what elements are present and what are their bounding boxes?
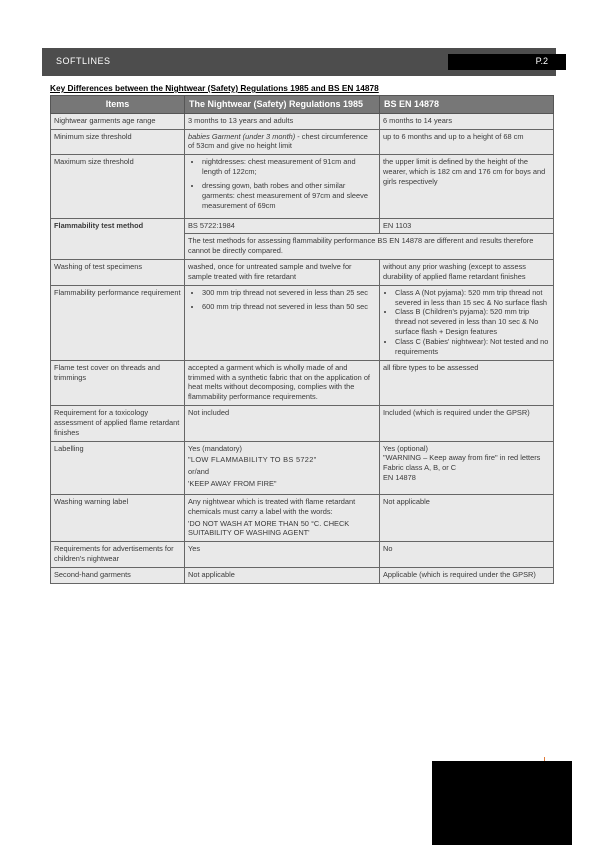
row-bs-value bbox=[380, 441, 554, 494]
row-reg-value bbox=[185, 441, 380, 494]
header-items: Items bbox=[51, 96, 185, 114]
comparison-table bbox=[50, 95, 554, 584]
table-row bbox=[51, 542, 554, 568]
row-item: Requirement for a toxicology assessment of applied flame retardant finishes bbox=[51, 406, 185, 442]
reg-line: 'DO NOT WASH AT MORE THAN 50 °C. CHECK SUITABILITY OF WASHING AGENT' bbox=[188, 518, 350, 538]
list-item: • 600 mm trip thread not severed in less than 50 sec bbox=[202, 302, 376, 312]
row-bs-value: without any prior washing (except to assess durability of applied flame retardant finishes bbox=[380, 260, 554, 286]
header-brand: SOFTLINES bbox=[56, 56, 111, 66]
list-item: • dressing gown, bath robes and other similar garments: chest measurement of 97cm and sleeve measurement of 69cm bbox=[202, 181, 376, 211]
row-bs-value: up to 6 months and up to a height of 68 cm bbox=[380, 129, 554, 155]
reg-text: - chest circumference of 53cm and give no height limit bbox=[188, 131, 368, 151]
row-item: Flame test cover on threads and trimmings bbox=[51, 360, 185, 405]
table-header-row bbox=[51, 96, 554, 114]
bs-line: EN 14878 bbox=[383, 473, 416, 483]
page-header bbox=[42, 48, 556, 76]
reg-line: Any nightwear which is treated with flame retardant chemicals must carry a label with the words: bbox=[188, 496, 356, 516]
row-item: Washing warning label bbox=[51, 494, 185, 541]
row-bs-value: 6 months to 14 years bbox=[380, 113, 554, 129]
list-item: • Class C (Babies' nightwear): Not tested and no requirements bbox=[395, 337, 550, 357]
reg-italic-text: babies Garment (under 3 month) bbox=[188, 131, 296, 141]
row-bs-value: No bbox=[380, 542, 554, 568]
row-bs-value: Applicable (which is required under the GPSR) bbox=[380, 568, 554, 584]
row-bs-value: all fibre types to be assessed bbox=[380, 360, 554, 405]
row-item: Nightwear garments age range bbox=[51, 113, 185, 129]
row-reg-value: washed, once for untreated sample and twelve for sample treated with fire retardant bbox=[185, 260, 380, 286]
row-bs-value: Included (which is required under the GPSR) bbox=[380, 406, 554, 442]
header-bs-en-14878: BS EN 14878 bbox=[380, 96, 554, 114]
row-note: The test methods for assessing flammability performance BS EN 14878 are different and results therefore cannot be directly compared. bbox=[185, 234, 554, 260]
row-reg-value: Not applicable bbox=[185, 568, 380, 584]
reg-line: 'KEEP AWAY FROM FIRE" bbox=[188, 479, 277, 489]
reg-line: Yes (mandatory) bbox=[188, 443, 242, 453]
row-bs-value bbox=[380, 285, 554, 360]
row-item: Requirements for advertisements for children's nightwear bbox=[51, 542, 185, 568]
list-item: • Class A (Not pyjama): 520 mm trip thread not severed in less than 15 sec & No surface flash bbox=[395, 288, 550, 308]
row-reg-value: Yes bbox=[185, 542, 380, 568]
table-row bbox=[51, 155, 554, 218]
header-regulations-1985: The Nightwear (Safety) Regulations 1985 bbox=[185, 96, 380, 114]
table-row bbox=[51, 441, 554, 494]
row-item: Flammability test method bbox=[51, 218, 185, 260]
list-item: • nightdresses: chest measurement of 91cm and length of 122cm; bbox=[202, 157, 376, 177]
bs-bullet-list bbox=[383, 288, 550, 357]
row-reg-value bbox=[185, 155, 380, 218]
table-row bbox=[51, 360, 554, 405]
row-reg-value: accepted a garment which is wholly made of and trimmed with a synthetic fabric that on the application of heat melts without decomposing, complies with the flammability performance requirements. bbox=[185, 360, 380, 405]
table-row bbox=[51, 260, 554, 286]
reg-line: or/and bbox=[188, 467, 209, 477]
table-row bbox=[51, 494, 554, 541]
row-bs-value: the upper limit is defined by the height of the wearer, which is 182 cm and 176 cm for boys and girls respectively bbox=[380, 155, 554, 218]
bs-line: Yes (optional) bbox=[383, 443, 428, 453]
list-item: • 300 mm trip thread not severed in less than 25 sec bbox=[202, 288, 376, 298]
row-bs-value: Not applicable bbox=[380, 494, 554, 541]
table-row bbox=[51, 129, 554, 155]
redacted-block bbox=[432, 761, 572, 845]
table-row bbox=[51, 406, 554, 442]
row-item: Washing of test specimens bbox=[51, 260, 185, 286]
row-item: Minimum size threshold bbox=[51, 129, 185, 155]
row-item: Flammability performance requirement bbox=[51, 285, 185, 360]
table-row bbox=[51, 285, 554, 360]
reg-line: "LOW FLAMMABILITY TO BS 5722" bbox=[188, 455, 317, 465]
row-reg-value: BS 5722:1984 bbox=[185, 218, 380, 234]
row-item: Second-hand garments bbox=[51, 568, 185, 584]
page-number: P.2 bbox=[535, 56, 548, 66]
row-reg-value: Not included bbox=[185, 406, 380, 442]
table-row bbox=[51, 113, 554, 129]
row-reg-value bbox=[185, 285, 380, 360]
reg-bullet-list bbox=[188, 288, 376, 312]
row-reg-value bbox=[185, 494, 380, 541]
row-item: Labelling bbox=[51, 441, 185, 494]
row-reg-value bbox=[185, 129, 380, 155]
row-bs-value: EN 1103 bbox=[380, 218, 554, 234]
redacted-block bbox=[448, 54, 566, 70]
document-title: Key Differences between the Nightwear (Safety) Regulations 1985 and BS EN 14878 bbox=[50, 83, 379, 93]
list-item: • Class B (Children's pyjama): 520 mm trip thread not severed in less than 10 sec & No surface flash + Design features bbox=[395, 307, 550, 337]
bs-line: "WARNING – Keep away from fire" in red letters bbox=[383, 453, 541, 463]
row-item: Maximum size threshold bbox=[51, 155, 185, 218]
row-reg-value: 3 months to 13 years and adults bbox=[185, 113, 380, 129]
reg-bullet-list bbox=[188, 157, 376, 210]
table-row bbox=[51, 218, 554, 234]
table-row bbox=[51, 568, 554, 584]
bs-line: Fabric class A, B, or C bbox=[383, 463, 457, 473]
